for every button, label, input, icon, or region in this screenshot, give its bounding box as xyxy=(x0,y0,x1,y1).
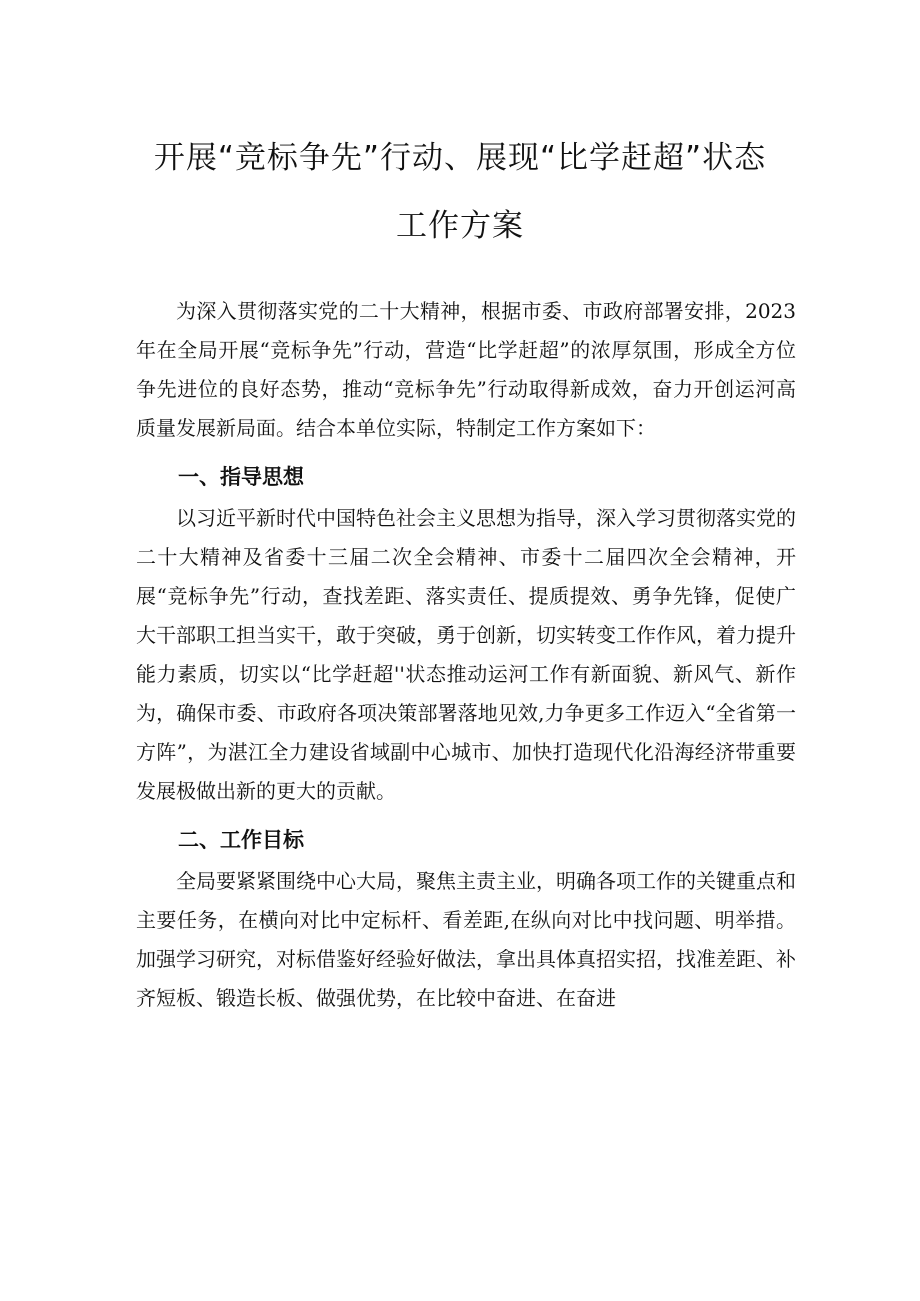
intro-paragraph: 为深入贯彻落实党的二十大精神，根据市委、市政府部署安排，2023年在全局开展“竞标争先”行动，营造“比学赶超”的浓厚氛围，形成全方位争先进位的良好态势，推动“竞标争先”行动取得新成效，奋力开创运河高质量发展新局面。结合本单位实际，特制定工作方案如下： xyxy=(136,299,796,440)
section-2-paragraph: 全局要紧紧围绕中心大局，聚焦主责主业，明确各项工作的关键重点和主要任务，在横向对比中定标杆、看差距,在纵向对比中找问题、明举措。加强学习研究，对标借鉴好经验好做法，拿出具体真招实招，找准差距、补齐短板、锻造长板、做强优势，在比较中奋进、在奋进 xyxy=(136,869,796,1010)
document-title-line-1: 开展“竞标争先”行动、展现“比学赶超”状态 xyxy=(153,140,767,176)
document-body xyxy=(136,292,796,1018)
section-2-heading: 二、工作目标 xyxy=(178,828,304,852)
section-1-heading: 一、指导思想 xyxy=(178,465,304,489)
document-title-line-2: 工作方案 xyxy=(396,208,524,244)
section-1-paragraph: 以习近平新时代中国特色社会主义思想为指导，深入学习贯彻落实党的二十大精神及省委十三届二次全会精神、市委十二届四次全会精神，开展“竞标争先”行动，查找差距、落实责任、提质提效、勇争先锋，促使广大干部职工担当实干，敢于突破，勇于创新，切实转变工作作风，着力提升能力素质，切实以“比学赶超''状态推动运河工作有新面貌、新风气、新作为，确保市委、市政府各项决策部署落地见效,力争更多工作迈入“全省第一方阵”，为湛江全力建设省域副中心城市、加快打造现代化沿海经济带重要发展极做出新的更大的贡献。 xyxy=(136,506,796,803)
